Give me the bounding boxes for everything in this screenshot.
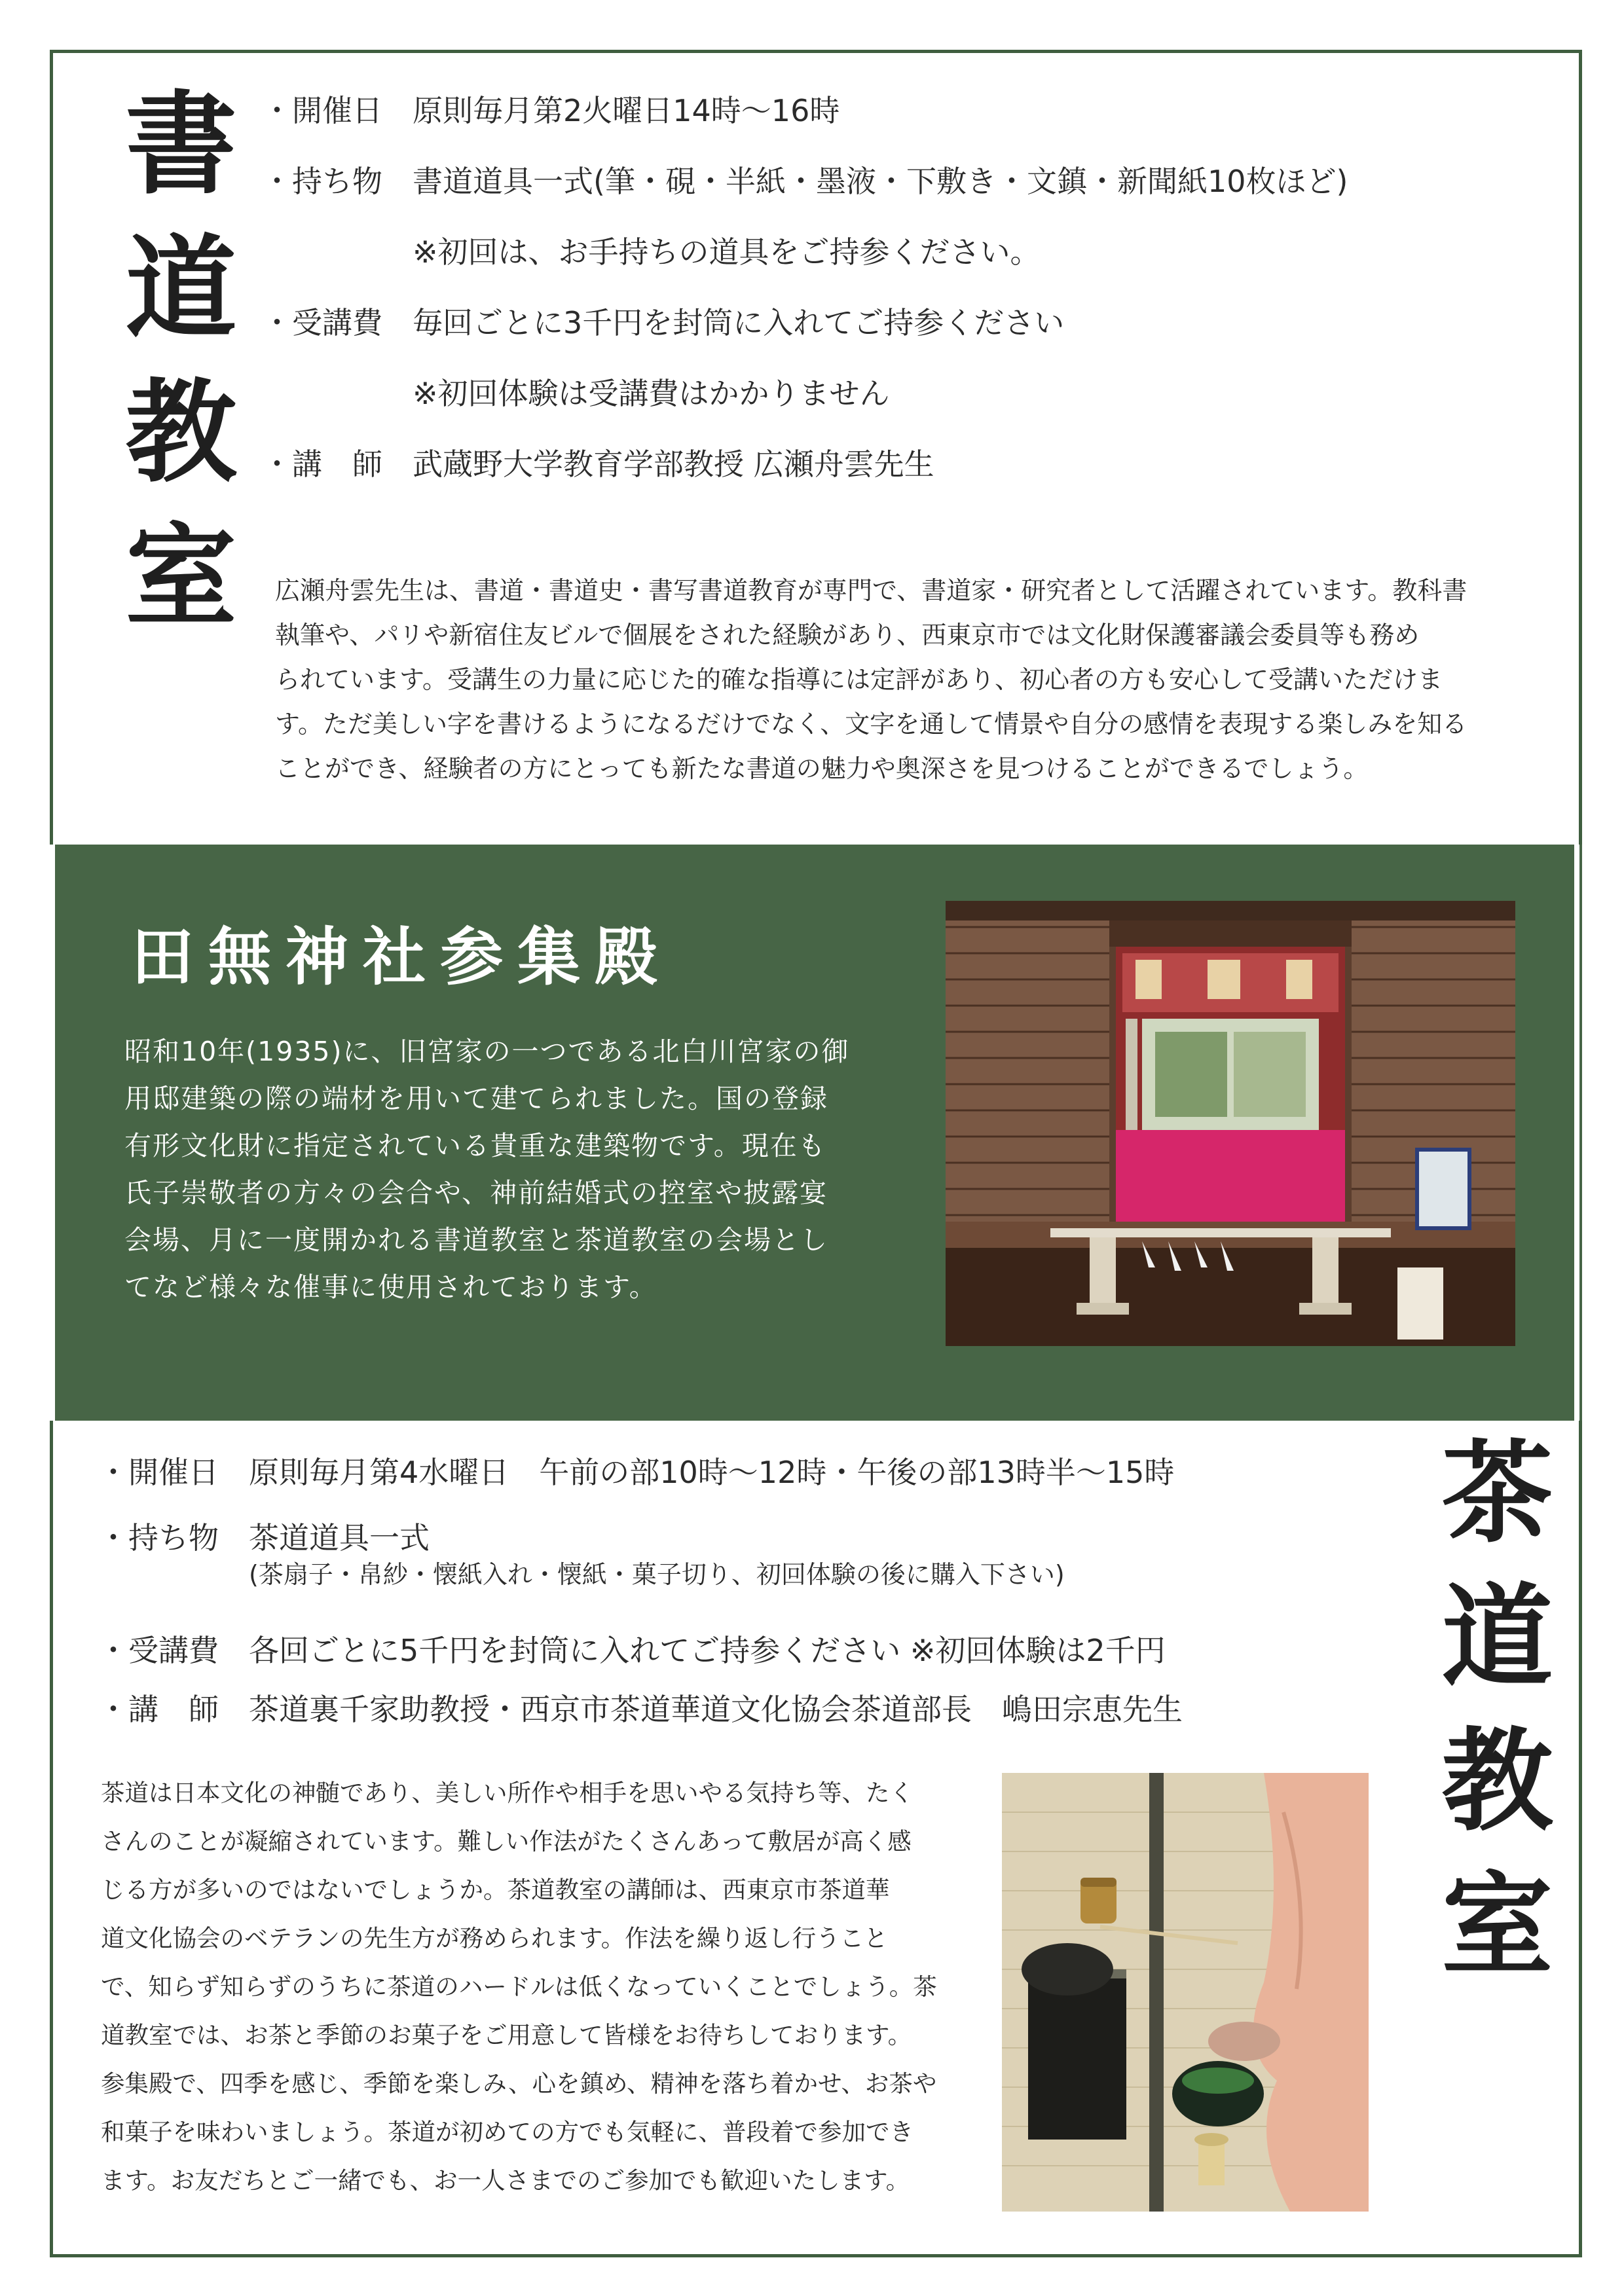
description-line: ます。お友だちとご一緒でも、お一人さまでのご参加でも歓迎いたします。	[101, 2166, 910, 2195]
tea-title: 茶道教室	[1422, 1434, 1553, 2010]
description-line: 有形文化財に指定されている貴重な建築物です。現在も	[124, 1130, 826, 1161]
band-notch-left	[50, 845, 55, 1421]
info-row-items-note	[262, 234, 1041, 270]
info-value: (茶扇子・帛紗・懐紙入れ・懐紙・菓子切り、初回体験の後に購入下さい)	[249, 1560, 1065, 1589]
calligraphy-title: 書道教室	[106, 85, 237, 661]
description-line: じる方が多いのではないでしょうか。茶道教室の講師は、西東京市茶道華	[101, 1876, 890, 1904]
hall-title: 田無神社参集殿	[131, 920, 672, 994]
info-key: ・受講費	[98, 1633, 219, 1668]
info-row-items	[98, 1520, 430, 1556]
description-line: 昭和10年(1935)に、旧宮家の一つである北白川宮家の御	[124, 1036, 850, 1067]
description-line: 茶道は日本文化の神髄であり、美しい所作や相手を思いやる気持ち等、たく	[101, 1779, 913, 1807]
info-key: ・持ち物	[262, 164, 382, 199]
hall-interior-photo	[946, 901, 1515, 1346]
description-line: で、知らず知らずのうちに茶道のハードルは低くなっていくことでしょう。茶	[101, 1973, 937, 2001]
info-value: 書道道具一式(筆・硯・半紙・墨液・下敷き・文鎮・新聞紙10枚ほど)	[413, 164, 1348, 199]
info-value: 武蔵野大学教育学部教授 広瀬舟雲先生	[413, 446, 934, 482]
info-key: ・持ち物	[98, 1520, 219, 1556]
description-line: す。ただ美しい字を書けるようになるだけでなく、文字を通して情景や自分の感情を表現する楽しみを知る	[275, 710, 1467, 738]
description-line: 会場、月に一度開かれる書道教室と茶道教室の会場とし	[124, 1224, 828, 1256]
frame-top-line	[50, 50, 1582, 53]
info-row-date	[262, 93, 840, 128]
hall-description	[124, 1028, 904, 1311]
info-key: ・受講費	[262, 305, 382, 340]
calligraphy-description	[275, 568, 1526, 791]
frame-bottom-line	[50, 2254, 1582, 2257]
description-line: 用邸建築の際の端材を用いて建てられました。国の登録	[124, 1083, 828, 1114]
info-key: ・講 師	[98, 1692, 219, 1727]
description-line: 氏子崇敬者の方々の会合や、神前結婚式の控室や披露宴	[124, 1177, 828, 1209]
info-value: 各回ごとに5千円を封筒に入れてご持参ください ※初回体験は2千円	[249, 1633, 1166, 1668]
info-row-items-note	[98, 1562, 1065, 1587]
info-row-fee-note	[262, 378, 890, 409]
description-line: ことができ、経験者の方にとっても新たな書道の魅力や奥深さを見つけることができるでしょう。	[275, 754, 1369, 783]
info-value: ※初回体験は受講費はかかりません	[413, 376, 890, 411]
info-row-date	[98, 1455, 1175, 1490]
description-line: 執筆や、パリや新宿住友ビルで個展をされた経験があり、西東京市では文化財保護審議会委員等も務め	[275, 621, 1420, 649]
info-value: ※初回は、お手持ちの道具をご持参ください。	[413, 234, 1041, 270]
description-line: 参集殿で、四季を感じ、季節を楽しみ、心を鎮め、精神を落ち着かせ、お茶や	[101, 2069, 937, 2098]
band-notch-right	[1574, 845, 1579, 1421]
info-row-fee	[262, 305, 1065, 340]
description-line: られています。受講生の力量に応じた的確な指導には定評があり、初心者の方も安心して受講いただけま	[275, 665, 1443, 694]
info-row-fee	[98, 1635, 1166, 1666]
description-line: てなど様々な催事に使用されております。	[124, 1271, 657, 1303]
info-key: ・開催日	[98, 1455, 219, 1490]
description-line: 道文化協会のベテランの先生方が務められます。作法を繰り返し行うこと	[101, 1924, 888, 1952]
description-line: さんのことが凝縮されています。難しい作法がたくさんあって敷居が高く感	[101, 1827, 912, 1855]
info-row-instructor	[262, 446, 934, 482]
info-row-items	[262, 164, 1348, 199]
info-value: 毎回ごとに3千円を封筒に入れてご持参ください	[413, 305, 1065, 340]
info-value: 茶道裏千家助教授・西京市茶道華道文化協会茶道部長 嶋田宗恵先生	[249, 1692, 1183, 1727]
tea-ceremony-photo	[1002, 1773, 1369, 2212]
description-line: 広瀬舟雲先生は、書道・書道史・書写書道教育が専門で、書道家・研究者として活躍されています。教科書	[275, 576, 1467, 605]
info-key: ・講 師	[262, 446, 382, 482]
info-value: 茶道道具一式	[249, 1520, 430, 1556]
info-row-instructor	[98, 1692, 1183, 1727]
info-key: ・開催日	[262, 93, 382, 128]
description-line: 和菓子を味わいましょう。茶道が初めての方でも気軽に、普段着で参加でき	[101, 2118, 913, 2146]
info-value: 原則毎月第2火曜日14時～16時	[413, 93, 840, 128]
tea-description	[101, 1769, 991, 2205]
info-value: 原則毎月第4水曜日 午前の部10時～12時・午後の部13時半～15時	[249, 1455, 1175, 1490]
description-line: 道教室では、お茶と季節のお菓子をご用意して皆様をお待ちしております。	[101, 2021, 912, 2049]
